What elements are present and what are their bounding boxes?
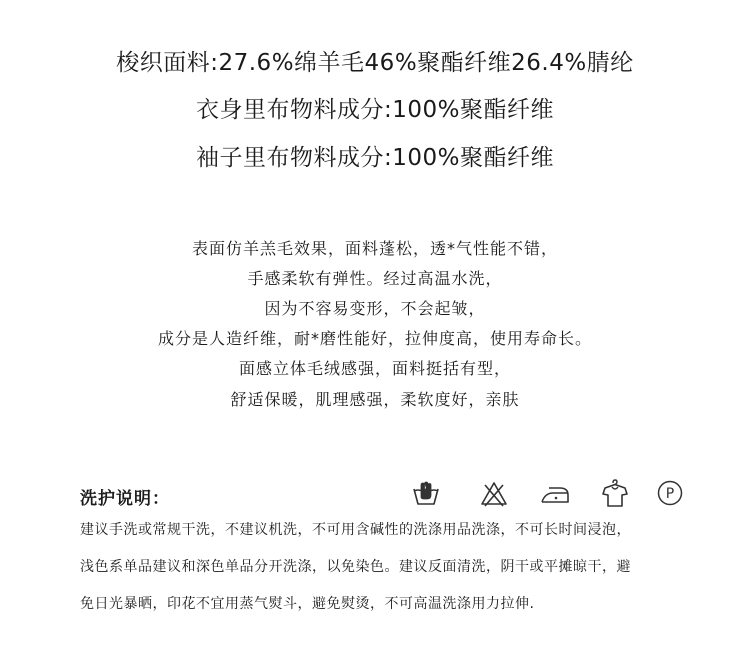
feature-line: 因为不容易变形，不会起皱， — [264, 299, 486, 318]
feature-line: 成分是人造纤维，耐*磨性能好，拉伸度高，使用寿命长。 — [157, 329, 592, 348]
feature-line: 面感立体毛绒感强，面料挺括有型， — [238, 359, 511, 378]
iron-low-icon — [539, 477, 571, 509]
care-text-line: 免日光暴晒，印花不宜用蒸气熨斗，避免熨烫，不可高温洗涤用力拉伸. — [80, 596, 535, 612]
care-text-line: 建议手洗或常规干洗，不建议机洗，不可用含碱性的洗涤用品洗涤，不可长时间浸泡， — [80, 522, 631, 538]
professional-dry-clean-icon — [654, 477, 686, 509]
care-text-line: 浅色系单品建议和深色单品分开洗涤，以免染色。建议反面清洗，阴干或平摊晾干，避 — [80, 559, 631, 575]
sleeve-lining-composition-line: 袖子里布物料成分:100%聚酯纤维 — [195, 145, 554, 171]
hand-wash-icon — [410, 477, 442, 509]
fabric-composition-line: 梭织面料:27.6%绵羊毛46%聚酯纤维26.4%腈纶 — [116, 50, 634, 76]
do-not-bleach-icon — [478, 477, 510, 509]
feature-line: 表面仿羊羔毛效果，面料蓬松，透*气性能不错， — [191, 239, 558, 258]
body-lining-composition-line: 衣身里布物料成分:100%聚酯纤维 — [195, 97, 554, 123]
hang-dry-icon — [599, 477, 631, 509]
care-instructions-title: 洗护说明： — [80, 489, 170, 509]
dry-clean-letter: P — [665, 486, 675, 502]
feature-line: 舒适保暖，肌理感强，柔软度好，亲肤 — [230, 390, 520, 409]
feature-line: 手感柔软有弹性。经过高温水洗， — [247, 269, 503, 288]
